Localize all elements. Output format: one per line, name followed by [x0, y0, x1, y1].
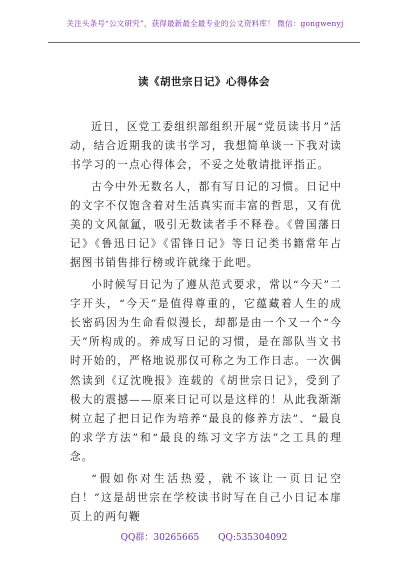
header-promo-note: 关注头条号“公文研究”，获得最新最全最专业的公文资料库！ 微信：gongwenyj	[66, 19, 344, 28]
document-title: 读《胡世宗日记》心得体会	[138, 76, 270, 88]
paragraph-3: 小时候写日记为了遵从范式要求，常以“今天”二字开头，“今天”是值得尊重的，它蕴藏着人生的成长密码因为生命看似漫长，却都是由一个又一个“今天”所构成的。养成写日记的习惯，是在部队当文书时开始的，严格地说那仅可称之为工作日志。一次偶然读到《辽沈晚报》连载的《胡世宗日记》，受到了极大的震撼——原来日记可以是这样的！从此我渐渐树立起了把日记作为培养“最良的修养方法”、“最良的求学方法”和“最良的练习文字方法”之工具的理念。	[70, 278, 342, 464]
footer-qq-group: QQ群：30265665	[120, 533, 200, 543]
header-divider	[48, 42, 360, 43]
footer-qq-number: QQ:535304092	[218, 533, 288, 543]
footer-contact	[0, 530, 408, 543]
paragraph-2: 古今中外无数名人，都有写日记的习惯。日记中的文字不仅饱含着对生活真实而丰富的哲思，又有优美的文风氤氲，吸引无数读者手不释卷。《曾国藩日记》《鲁迅日记》《雷锋日记》等日记类书籍常年占据图书销售排行榜或许就缘于此吧。	[70, 180, 342, 270]
document-body	[70, 118, 342, 529]
paragraph-4: “假如你对生活热爱，就不该让一页日记空白！”这是胡世宗在学校读书时写在自己小日记本扉页上的两句鞭	[70, 472, 342, 524]
paragraph-1: 近日，区党工委组织部组织开展“党员读书月”活动，结合近期我的读书学习，我想简单谈一下我对读书学习的一点心得体会，不妥之处敬请批评指正。	[70, 121, 342, 172]
